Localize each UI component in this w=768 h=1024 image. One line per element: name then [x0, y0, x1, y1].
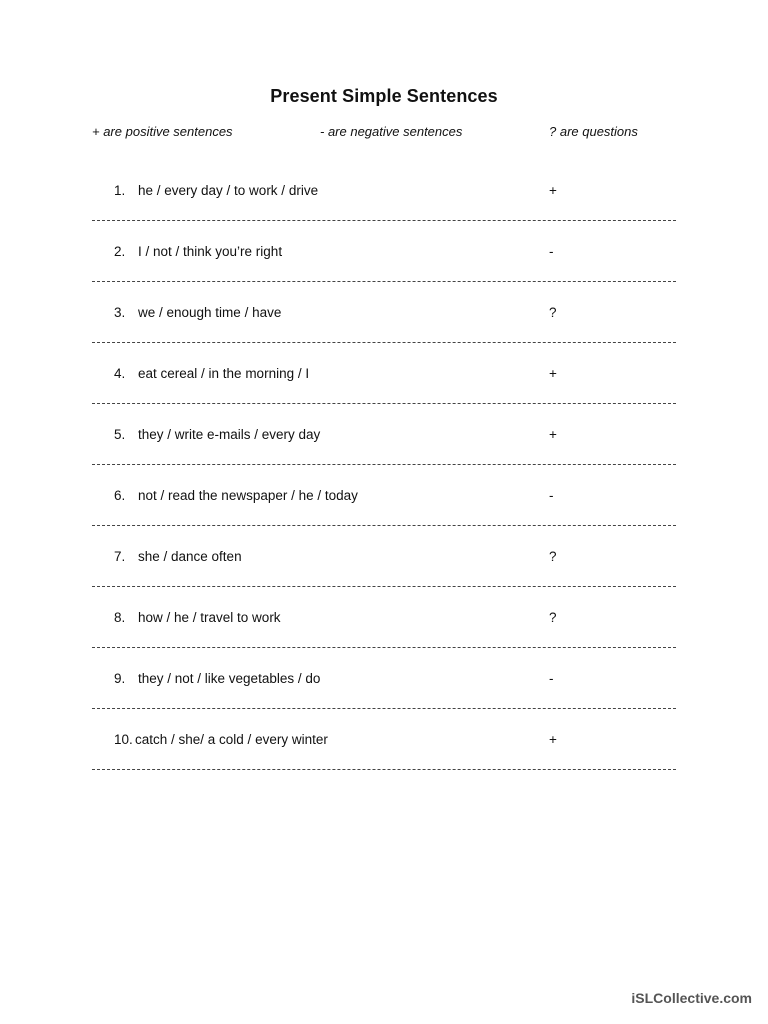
answer-line [92, 769, 676, 770]
watermark: iSLCollective.com [631, 990, 752, 1006]
item-number: 4. [114, 366, 126, 381]
item-prompt: we / enough time / have [138, 305, 282, 320]
item-number: 10. [114, 732, 133, 747]
exercise-item [92, 587, 676, 648]
item-sign: - [549, 244, 554, 259]
item-sign: - [549, 671, 554, 686]
item-sign: ? [549, 549, 557, 564]
item-prompt: they / not / like vegetables / do [138, 671, 321, 686]
item-sign: + [549, 732, 557, 747]
item-prompt: eat cereal / in the morning / I [138, 366, 310, 381]
item-sign: + [549, 366, 557, 381]
item-prompt: catch / she/ a cold / every winter [135, 732, 328, 747]
exercise-item [92, 465, 676, 526]
item-number: 8. [114, 610, 126, 625]
exercise-item [92, 526, 676, 587]
item-sign: + [549, 183, 557, 198]
exercise-item [92, 282, 676, 343]
item-prompt: not / read the newspaper / he / today [138, 488, 358, 503]
legend-positive: + are positive sentences [92, 124, 233, 139]
item-sign: ? [549, 305, 557, 320]
exercise-item [92, 709, 676, 770]
item-prompt: I / not / think you’re right [138, 244, 283, 259]
legend-negative: - are negative sentences [320, 124, 463, 139]
item-number: 2. [114, 244, 126, 259]
page-title: Present Simple Sentences [270, 86, 498, 106]
item-prompt: she / dance often [138, 549, 242, 564]
exercise-item [92, 648, 676, 709]
item-sign: + [549, 427, 557, 442]
item-prompt: he / every day / to work / drive [138, 183, 319, 198]
exercise-item [92, 160, 676, 221]
item-sign: - [549, 488, 554, 503]
legend-questions: ? are questions [549, 124, 638, 139]
item-number: 1. [114, 183, 126, 198]
item-number: 5. [114, 427, 126, 442]
exercise-item [92, 343, 676, 404]
item-number: 7. [114, 549, 126, 564]
item-prompt: they / write e-mails / every day [138, 427, 321, 442]
item-sign: ? [549, 610, 557, 625]
item-prompt: how / he / travel to work [138, 610, 281, 625]
item-number: 9. [114, 671, 126, 686]
exercise-item [92, 404, 676, 465]
exercise-item [92, 221, 676, 282]
item-number: 3. [114, 305, 126, 320]
item-number: 6. [114, 488, 126, 503]
exercise-list [92, 160, 676, 770]
